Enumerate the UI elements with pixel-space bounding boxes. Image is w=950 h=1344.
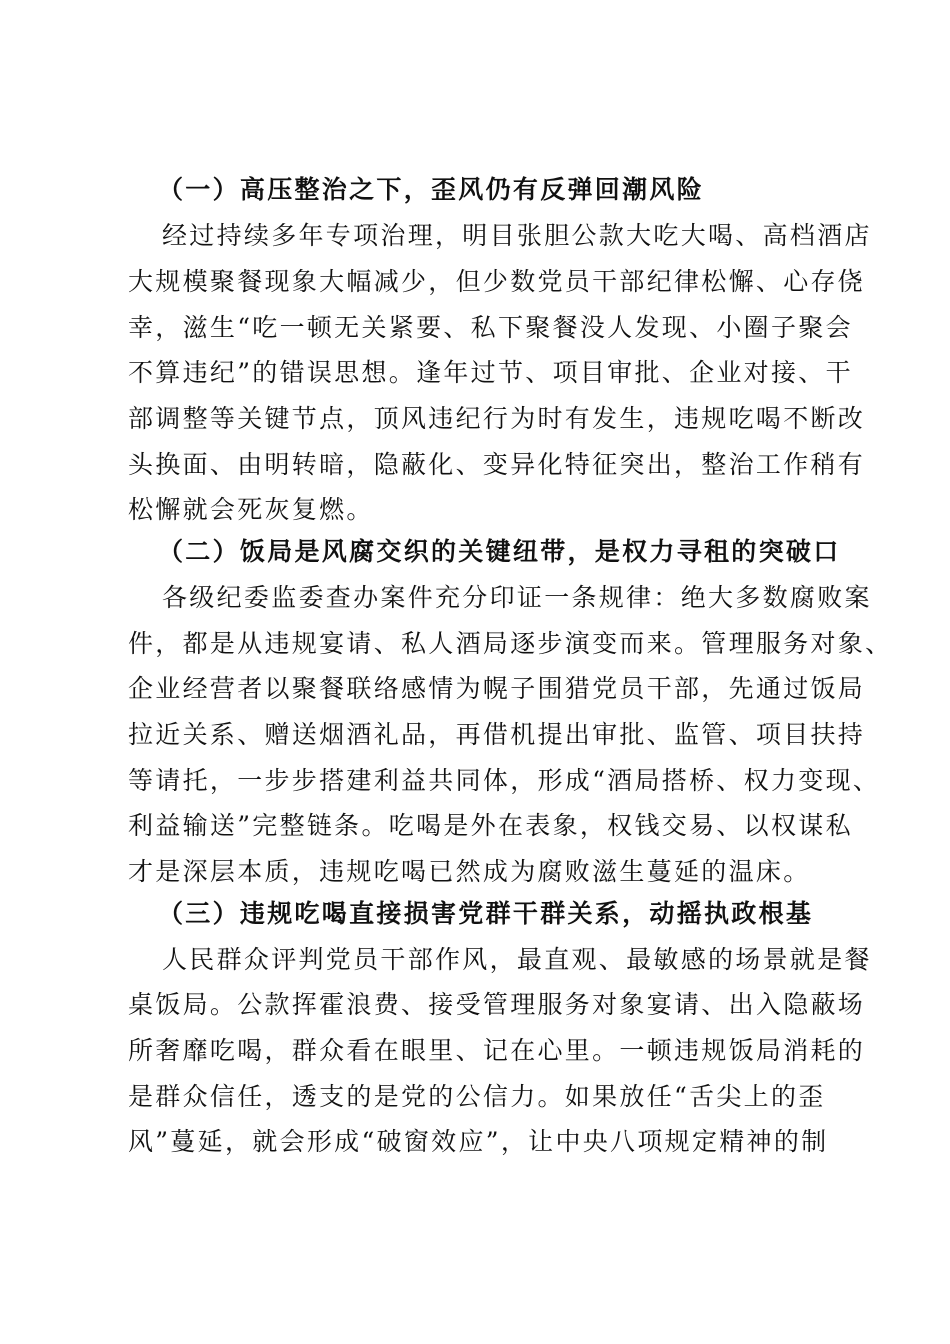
paragraph-line: 等请托，一步步搭建利益共同体，形成“酒局搭桥、权力变现、 [128, 766, 881, 795]
paragraph-line: 拉近关系、赠送烟酒礼品，再借机提出审批、监管、项目扶持 [128, 720, 866, 749]
section-heading-1: （一）高压整治之下，歪风仍有反弹回潮风险 [158, 175, 705, 204]
paragraph-line: 各级纪委监委查办案件充分印证一条规律：绝大多数腐败案 [162, 583, 872, 612]
paragraph-line: 大规模聚餐现象大幅减少，但少数党员干部纪律松懈、心存侥 [128, 267, 866, 296]
paragraph-line: 企业经营者以聚餐联络感情为幌子围猎党员干部，先通过饭局 [128, 674, 866, 703]
section-heading-3: （三）违规吃喝直接损害党群干群关系，动摇执政根基 [158, 899, 814, 928]
paragraph-line: 松懈就会死灰复燃。 [128, 495, 374, 524]
paragraph-line: 人民群众评判党员干部作风，最直观、最敏感的场景就是餐 [162, 945, 872, 974]
paragraph-line: 利益输送”完整链条。吃喝是外在表象，权钱交易、以权谋私 [128, 811, 853, 840]
paragraph-line: 桌饭局。公款挥霍浪费、接受管理服务对象宴请、出入隐蔽场 [128, 990, 866, 1019]
paragraph-line: 部调整等关键节点，顶风违纪行为时有发生，违规吃喝不断改 [128, 404, 866, 433]
paragraph-line: 是群众信任，透支的是党的公信力。如果放任“舌尖上的歪 [128, 1082, 826, 1111]
paragraph-line: 经过持续多年专项治理，明目张胆公款大吃大喝、高档酒店 [162, 221, 872, 250]
paragraph-line: 所奢靡吃喝，群众看在眼里、记在心里。一顿违规饭局消耗的 [128, 1036, 866, 1065]
paragraph-line: 才是深层本质，违规吃喝已然成为腐败滋生蔓延的温床。 [128, 857, 811, 886]
paragraph-line: 件，都是从违规宴请、私人酒局逐步演变而来。管理服务对象、 [128, 629, 893, 658]
section-heading-2: （二）饭局是风腐交织的关键纽带，是权力寻租的突破口 [158, 537, 841, 566]
paragraph-line: 幸，滋生“吃一顿无关紧要、私下聚餐没人发现、小圈子聚会 [128, 313, 853, 342]
paragraph-line: 头换面、由明转暗，隐蔽化、变异化特征突出，整治工作稍有 [128, 450, 866, 479]
paragraph-line: 不算违纪”的错误思想。逢年过节、项目审批、企业对接、干 [128, 358, 853, 387]
paragraph-line: 风”蔓延，就会形成“破窗效应”，让中央八项规定精神的制 [128, 1127, 829, 1156]
